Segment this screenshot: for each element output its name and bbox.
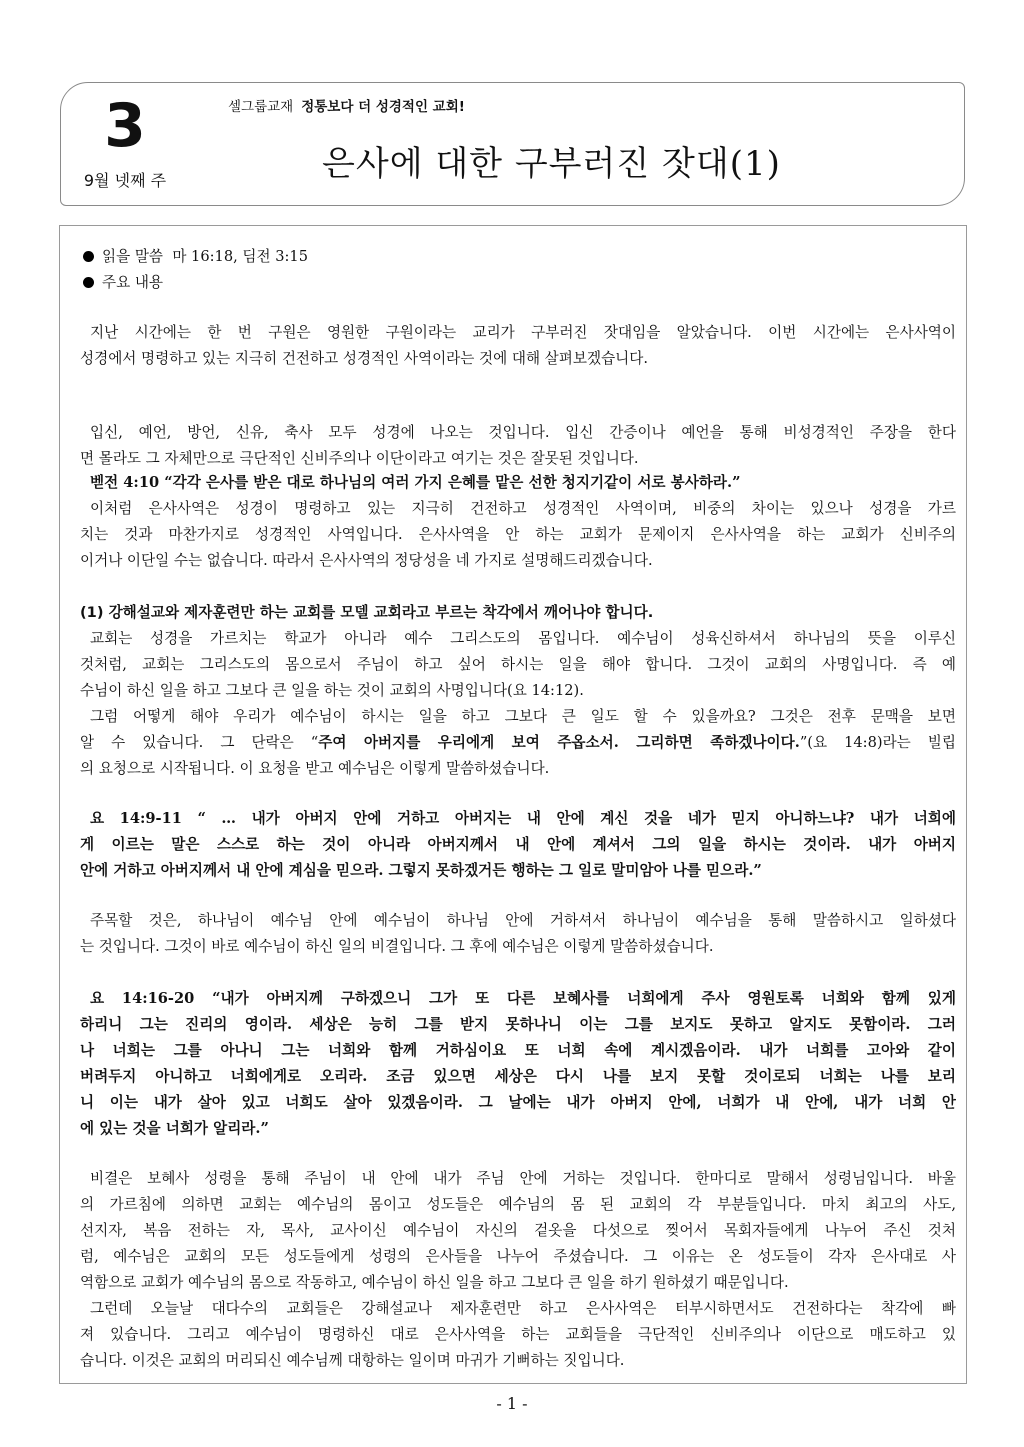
paragraph-line [80, 730, 956, 756]
paragraph-line: 는 것입니다. 그것이 바로 예수님이 하신 일의 비결입니다. 그 후에 예수님은 이렇게 말씀하셨습니다. [80, 938, 714, 955]
lesson-number: 3 [104, 91, 146, 161]
paragraph-line: 이처럼 은사사역은 성경이 명령하고 있는 지극히 건전하고 성경적인 사역이며, 비중의 차이는 있으나 성경을 가르 [90, 500, 956, 517]
series-label: 셀그룹교재 [228, 99, 294, 115]
paragraph-line: 져 있습니다. 그리고 예수님이 명령하신 대로 은사사역을 하는 교회들을 극단적인 신비주의나 이단으로 매도하고 있 [80, 1326, 956, 1343]
paragraph-line: 의 요청으로 시작됩니다. 이 요청을 받고 예수님은 이렇게 말씀하셨습니다. [80, 760, 550, 777]
verse-quote: 하리니 그는 진리의 영이라. 세상은 능히 그를 받지 못하나니 이는 그를 보지도 못하고 알지도 못함이라. 그러 [80, 1016, 956, 1033]
series-line [228, 95, 465, 115]
section-heading: (1) 강해설교와 제자훈련만 하는 교회를 모델 교회라고 부르는 착각에서 깨어나야 합니다. [80, 604, 654, 621]
verse-quote: 에 있는 것을 너희가 알리라.” [80, 1120, 269, 1137]
verse-quote: 버려두지 아니하고 너희에게로 오리라. 조금 있으면 세상은 다시 나를 보지 못할 것이로되 너희는 나를 보리 [80, 1068, 956, 1085]
paragraph-line: 치는 것과 마찬가지로 성경적인 사역입니다. 은사사역을 안 하는 교회가 문제이지 은사사역을 하는 교회가 신비주의 [80, 526, 956, 543]
page-number: - 1 - [496, 1394, 528, 1413]
paragraph-line: 습니다. 이것은 교회의 머리되신 예수님께 대항하는 일이며 마귀가 기뻐하는 짓입니다. [80, 1352, 625, 1369]
paragraph-line: 그럼 어떻게 해야 우리가 예수님이 하시는 일을 하고 그보다 큰 일도 할 수 있을까요? 그것은 전후 문맥을 보면 [90, 708, 956, 725]
summary-line [80, 270, 956, 296]
verse-quote: 안에 거하고 아버지께서 내 안에 계심을 믿으라. 그렇지 못하겠거든 행하는 그 일로 말미암아 나를 믿으라.” [80, 862, 762, 879]
bold-quote: 주여 아버지를 우리에게 보여 주옵소서. 그리하면 족하겠나이다. [318, 734, 800, 751]
paragraph-line: 주목할 것은, 하나님이 예수님 안에 예수님이 하나님 안에 거하셔서 하나님이 예수님을 통해 말씀하시고 일하셨다 [90, 912, 956, 929]
text-run: ”(요 14:8)라는 빌립 [799, 734, 956, 751]
verse-quote: 요 14:16-20 “내가 아버지께 구하겠으니 그가 또 다른 보혜사를 너희에게 주사 영원토록 너희와 함께 있게 [90, 990, 956, 1007]
paragraph-line: 수님이 하신 일을 하고 그보다 큰 일을 하는 것이 교회의 사명입니다(요 14:12). [80, 682, 584, 699]
verse-quote: 게 이르는 말은 스스로 하는 것이 아니라 아버지께서 내 안에 계셔서 그의 일을 하시는 것이라. 내가 아버지 [80, 836, 956, 853]
verse-quote: 요 14:9-11 “ … 내가 아버지 안에 거하고 아버지는 내 안에 계신 것을 네가 믿지 아니하느냐? 내가 너희에 [90, 810, 956, 827]
paragraph-line: 비결은 보혜사 성령을 통해 주님이 내 안에 내가 주님 안에 거하는 것입니다. 한마디로 말해서 성령님입니다. 바울 [90, 1170, 956, 1187]
bullet-icon [83, 277, 94, 288]
reading-label: 읽을 말씀 [102, 248, 164, 265]
paragraph-line: 것처럼, 교회는 그리스도의 몸으로서 주님이 하고 싶어 하시는 일을 해야 합니다. 그것이 교회의 사명입니다. 즉 예 [80, 656, 956, 673]
paragraph-line: 의 가르침에 의하면 교회는 예수님의 몸이고 성도들은 예수님의 몸 된 교회의 각 부분들입니다. 마치 최고의 사도, [80, 1196, 956, 1213]
page-title: 은사에 대한 구부러진 잣대(1) [322, 144, 781, 184]
verse-quote: 벧전 4:10 “각각 은사를 받은 대로 하나님의 여러 가지 은혜를 맡은 선한 청지기같이 서로 봉사하라.” [90, 474, 741, 491]
verse-quote: 나 너희는 그를 아나니 그는 너희와 함께 거하심이요 또 너희 속에 계시겠음이라. 내가 너희를 고아와 같이 [80, 1042, 956, 1059]
paragraph-line: 역함으로 교회가 예수님의 몸으로 작동하고, 예수님이 하신 일을 하고 그보다 큰 일을 하기 원하셨기 때문입니다. [80, 1274, 789, 1291]
text-run: 알 수 있습니다. 그 단락은 “ [80, 734, 319, 751]
paragraph-line: 선지자, 복음 전하는 자, 목사, 교사이신 예수님이 자신의 겉옷을 다섯으로 찢어서 목회자들에게 나누어 주신 것처 [80, 1222, 956, 1239]
paragraph-line: 이거나 이단일 수는 없습니다. 따라서 은사사역의 정당성을 네 가지로 설명해드리겠습니다. [80, 552, 653, 569]
paragraph-line: 성경에서 명령하고 있는 지극히 건전하고 성경적인 사역이라는 것에 대해 살펴보겠습니다. [80, 350, 649, 367]
series-subtitle: 정통보다 더 성경적인 교회! [301, 99, 465, 115]
summary-label: 주요 내용 [102, 274, 164, 291]
paragraph-line: 면 몰라도 그 자체만으로 극단적인 신비주의나 이단이라고 여기는 것은 잘못된 것입니다. [80, 450, 639, 467]
reading-refs: 마 16:18, 딤전 3:15 [172, 248, 308, 265]
reading-line [80, 244, 956, 270]
bullet-icon [83, 251, 94, 262]
week-label: 9월 넷째 주 [83, 171, 167, 190]
paragraph-line: 입신, 예언, 방언, 신유, 축사 모두 성경에 나오는 것입니다. 입신 간증이나 예언을 통해 비성경적인 주장을 한다 [90, 424, 956, 441]
paragraph-line: 그런데 오늘날 대다수의 교회들은 강해설교나 제자훈련만 하고 은사사역은 터부시하면서도 건전하다는 착각에 빠 [90, 1300, 956, 1317]
verse-quote: 니 이는 내가 살아 있고 너희도 살아 있겠음이라. 그 날에는 내가 아버지 안에, 너희가 내 안에, 내가 너희 안 [80, 1094, 956, 1111]
paragraph-line: 럼, 예수님은 교회의 모든 성도들에게 성령의 은사들을 나누어 주셨습니다. 그 이유는 온 성도들이 각자 은사대로 사 [80, 1248, 956, 1265]
paragraph-line: 교회는 성경을 가르치는 학교가 아니라 예수 그리스도의 몸입니다. 예수님이 성육신하셔서 하나님의 뜻을 이루신 [90, 630, 956, 647]
paragraph-line: 지난 시간에는 한 번 구원은 영원한 구원이라는 교리가 구부러진 잣대임을 알았습니다. 이번 시간에는 은사사역이 [90, 324, 956, 341]
